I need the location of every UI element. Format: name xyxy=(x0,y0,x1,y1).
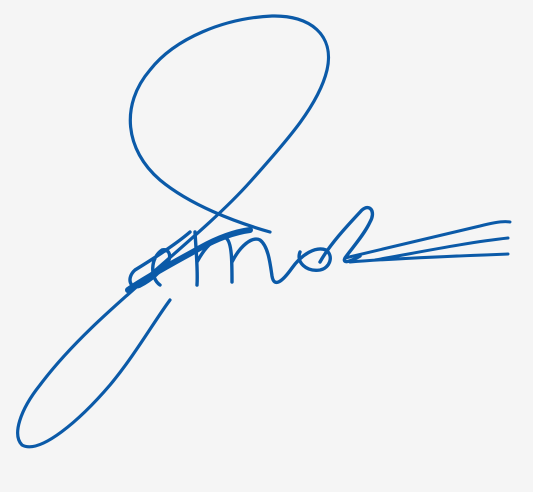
signature-loop-stroke xyxy=(18,16,329,447)
signature-tail-stroke xyxy=(345,222,510,262)
signature-letters-stroke xyxy=(130,208,372,287)
